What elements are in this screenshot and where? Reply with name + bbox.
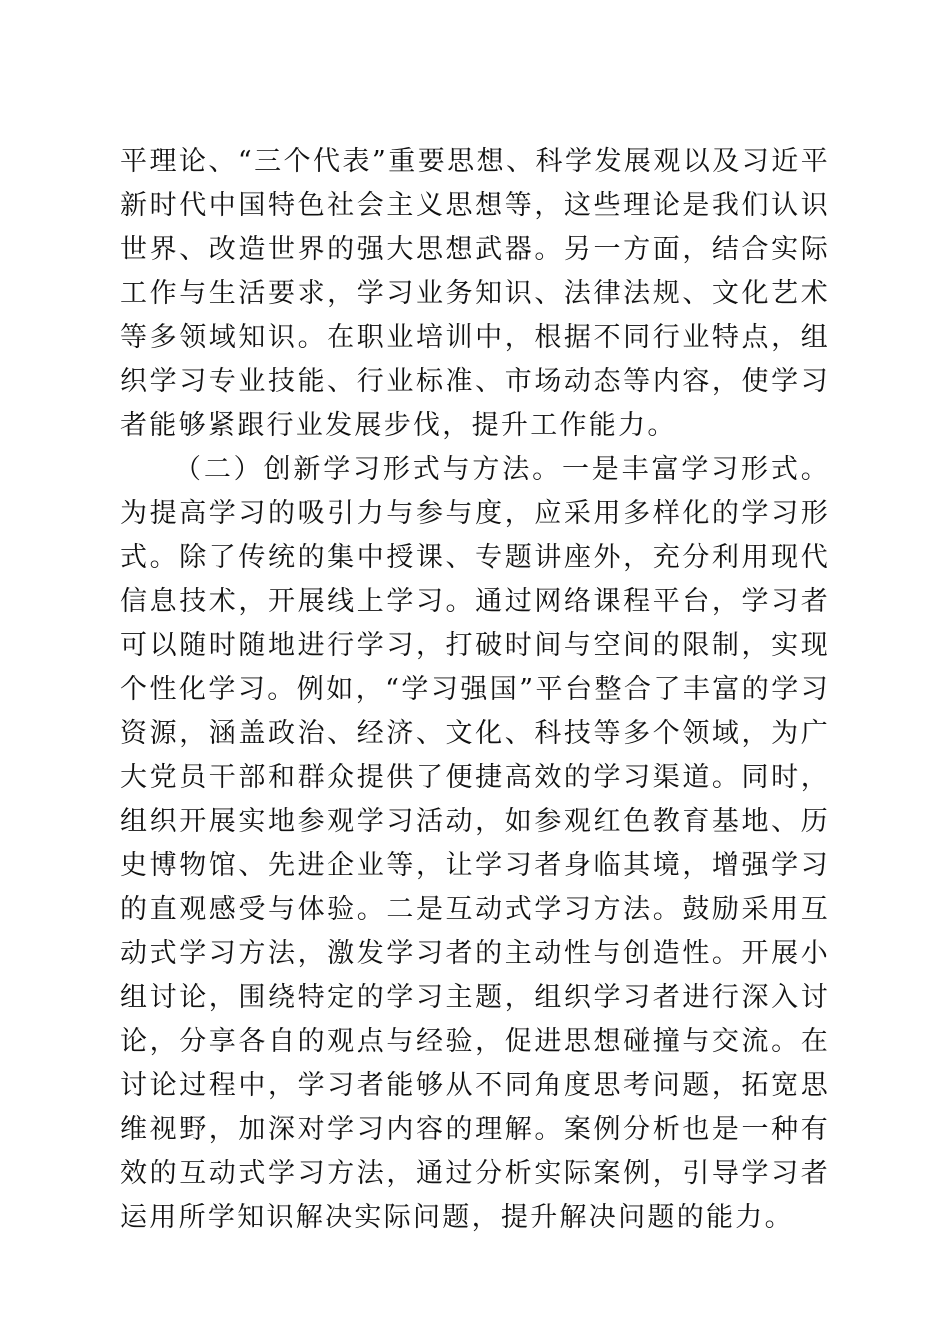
- paragraph-section-two: （二）创新学习形式与方法。一是丰富学习形式。为提高学习的吸引力与参与度，应采用多样化的学习形式。除了传统的集中授课、专题讲座外，充分利用现代信息技术，开展线上学习。通过网络课程平台，学习者可以随时随地进行学习，打破时间与空间的限制，实现个性化学习。例如，“学习强国”平台整合了丰富的学习资源，涵盖政治、经济、文化、科技等多个领域，为广大党员干部和群众提供了便捷高效的学习渠道。同时，组织开展实地参观学习活动，如参观红色教育基地、历史博物馆、先进企业等，让学习者身临其境，增强学习的直观感受与体验。二是互动式学习方法。鼓励采用互动式学习方法，激发学习者的主动性与创造性。开展小组讨论，围绕特定的学习主题，组织学习者进行深入讨论，分享各自的观点与经验，促进思想碰撞与交流。在讨论过程中，学习者能够从不同角度思考问题，拓宽思维视野，加深对学习内容的理解。案例分析也是一种有效的互动式学习方法，通过分析实际案例，引导学习者运用所学知识解决实际问题，提升解决问题的能力。: [120, 454, 830, 1233]
- document-body: [120, 140, 830, 1240]
- paragraph-continuation: 平理论、“三个代表”重要思想、科学发展观以及习近平新时代中国特色社会主义思想等，这些理论是我们认识世界、改造世界的强大思想武器。另一方面，结合实际工作与生活要求，学习业务知识、法律法规、文化艺术等多领域知识。在职业培训中，根据不同行业特点，组织学习专业技能、行业标准、市场动态等内容，使学习者能够紧跟行业发展步伐，提升工作能力。: [120, 146, 830, 441]
